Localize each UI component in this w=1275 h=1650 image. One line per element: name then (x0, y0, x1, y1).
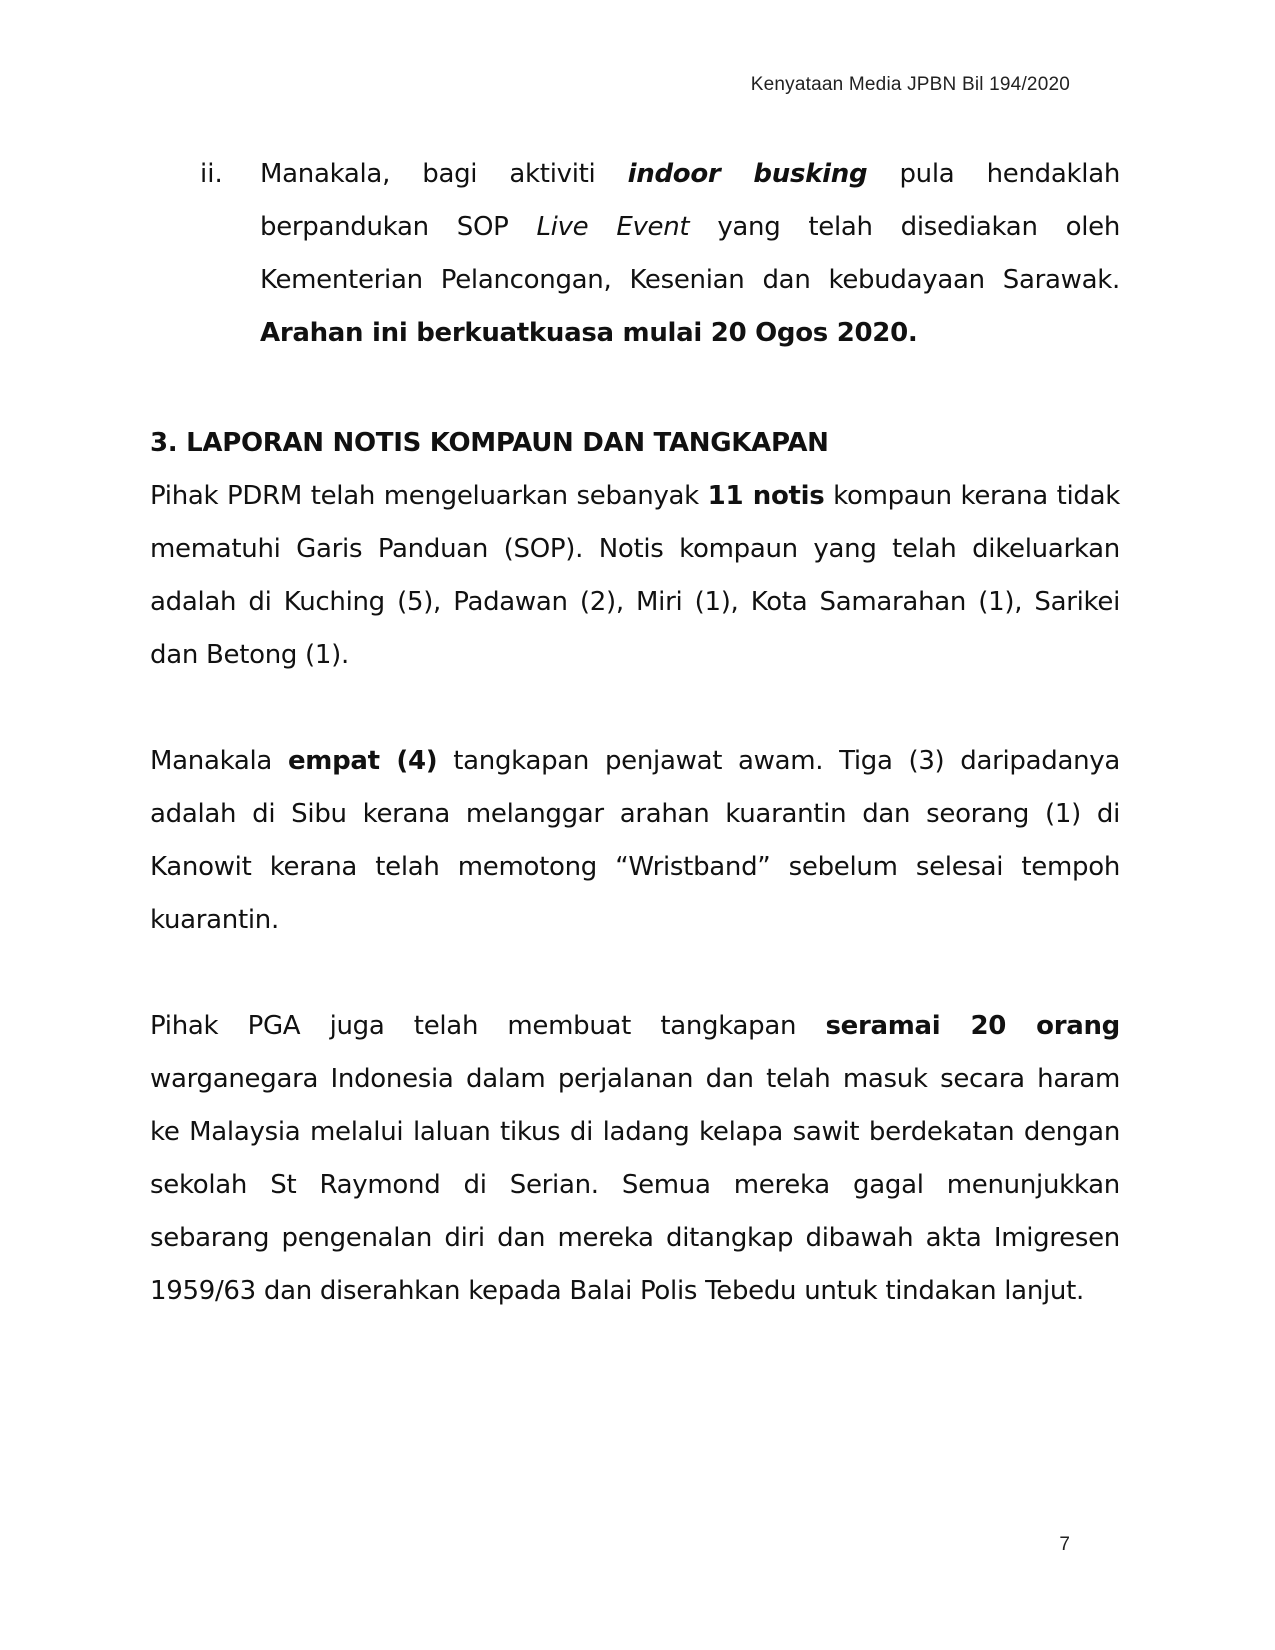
text-run: Pihak PGA juga telah membuat tangkapan (150, 1011, 826, 1041)
pga-arrest-paragraph (150, 1000, 1120, 1318)
emphasis-text: indoor busking (627, 159, 868, 189)
section-heading: 3. LAPORAN NOTIS KOMPAUN DAN TANGKAPAN (150, 428, 829, 458)
text-run: Pihak PDRM telah mengeluarkan sebanyak (150, 481, 708, 511)
list-marker: ii. (200, 159, 223, 189)
compound-notice-paragraph (150, 470, 1120, 682)
text-run: kompaun kerana tidak mematuhi Garis Panduan (SOP). Notis kompaun yang telah dikeluarkan adalah di Kuching (5), Padawan (2), Miri (1), Kota Samarahan (1), Sarikei dan Betong (1). (150, 481, 1120, 670)
text-run: Manakala, bagi aktiviti (260, 159, 628, 189)
document-header: Kenyataan Media JPBN Bil 194/2020 (750, 74, 1070, 95)
text-run: tangkapan penjawat awam. Tiga (3) daripadanya adalah di Sibu kerana melanggar arahan kuarantin dan seorang (1) di Kanowit kerana telah memotong “Wristband” sebelum selesai tempoh kuarantin. (150, 746, 1120, 935)
list-item-ii (150, 148, 1120, 360)
text-run: warganegara Indonesia dalam perjalanan dan telah masuk secara haram ke Malaysia melalui laluan tikus di ladang kelapa sawit berdekatan dengan sekolah St Raymond di Serian. Semua mereka gagal menunjukkan sebarang pengenalan diri dan mereka ditangkap dibawah akta Imigresen 1959/63 dan diserahkan kepada Balai Polis Tebedu untuk tindakan lanjut. (150, 1064, 1120, 1306)
effective-date-statement: Arahan ini berkuatkuasa mulai 20 Ogos 2020. (260, 318, 918, 348)
page-number: 7 (1059, 1534, 1070, 1555)
text-run: yang telah disediakan oleh Kementerian Pelancongan, Kesenian dan kebudayaan Sarawak. (260, 212, 1120, 295)
list-item-text (260, 148, 1120, 360)
bold-text: empat (4) (287, 746, 438, 776)
text-run: pula hendaklah berpandukan SOP (260, 159, 1120, 242)
italic-text: Live Event (536, 212, 690, 242)
bold-text: 11 notis (707, 481, 825, 511)
text-run: Manakala (150, 746, 288, 776)
bold-text: seramai 20 orang (825, 1011, 1120, 1041)
document-body (150, 148, 1120, 1318)
civil-servant-arrest-paragraph (150, 735, 1120, 947)
